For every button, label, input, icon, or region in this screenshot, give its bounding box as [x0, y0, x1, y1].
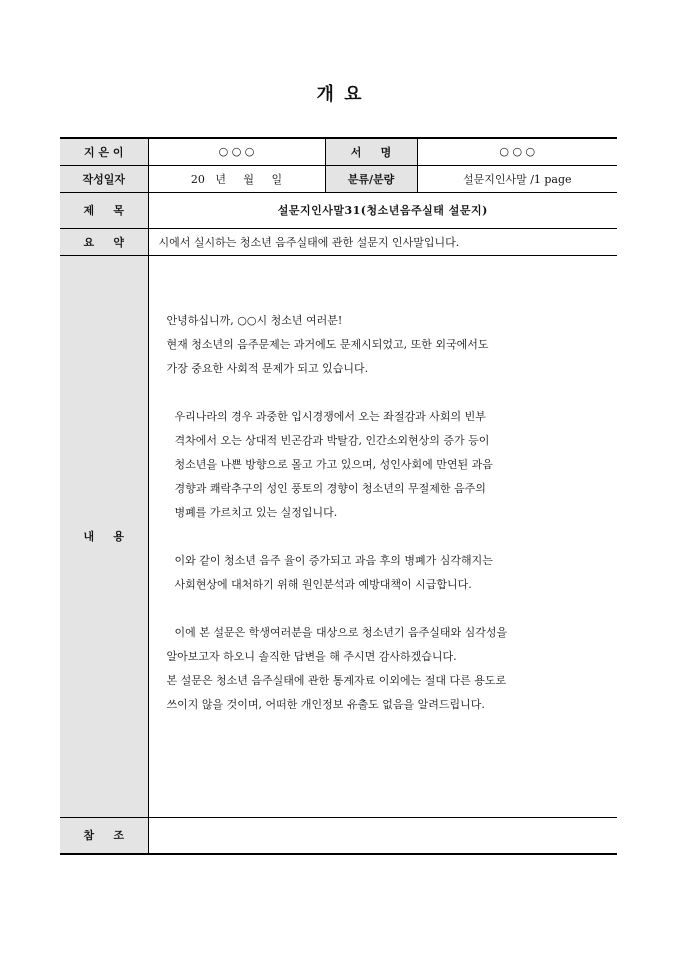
content-paragraph-4: [167, 621, 608, 717]
content-label: 내 용: [60, 255, 148, 817]
reference-row: [60, 817, 617, 854]
author-value: ○ ○ ○: [148, 138, 325, 165]
category-label: 분류/분량: [325, 165, 417, 192]
content-line: 이와 같이 청소년 음주 율이 증가되고 과음 후의 병폐가 심각해지는: [174, 553, 493, 567]
page-title: 개 요: [316, 84, 364, 105]
title-label: 제 목: [60, 192, 148, 228]
date-label: 작성일자: [60, 165, 148, 192]
content-paragraph-3: [167, 549, 608, 597]
title-row: [60, 192, 617, 228]
author-row: [60, 138, 617, 165]
date-row: [60, 165, 617, 192]
summary-label: 요 약: [60, 228, 148, 255]
content-line: 우리나라의 경우 과중한 입시경쟁에서 오는 좌절감과 사회의 빈부: [174, 409, 486, 423]
content-line: 안녕하십니까, ○○시 청소년 여러분!: [166, 313, 343, 327]
content-paragraph-2: [167, 405, 608, 525]
document-title: 설문지인사말31(청소년음주실태 설문지): [148, 192, 617, 228]
content-line: 가장 중요한 사회적 문제가 되고 있습니다.: [166, 361, 369, 375]
content-line: 병폐를 가르치고 있는 실정입니다.: [174, 505, 338, 519]
reference-label: 참 조: [60, 817, 148, 854]
content-line: 사회현상에 대처하기 위해 원인분석과 예방대책이 시급합니다.: [174, 577, 472, 591]
content-row: [60, 255, 617, 817]
content-body: [148, 255, 617, 817]
summary-row: [60, 228, 617, 255]
category-value: 설문지인사말 /1 page: [417, 165, 617, 192]
content-line: 알아보고자 하오니 솔직한 답변을 해 주시면 감사하겠습니다.: [166, 649, 457, 663]
reference-value: [148, 817, 617, 854]
content-line: 현재 청소년의 음주문제는 과거에도 문제시되었고, 또한 외국에서도: [166, 337, 489, 351]
content-line: 본 설문은 청소년 음주실태에 관한 통계자료 이외에는 절대 다른 용도로: [166, 673, 507, 687]
content-line: 이에 본 설문은 학생여러분을 대상으로 청소년기 음주실태와 심각성을: [174, 625, 508, 639]
content-paragraph-1: [167, 309, 608, 381]
content-line: 쓰이지 않을 것이며, 어떠한 개인정보 유출도 없음을 알려드립니다.: [166, 697, 485, 711]
content-line: 격차에서 오는 상대적 빈곤감과 박탈감, 인간소외현상의 증가 등이: [174, 433, 490, 447]
document-info-table: [60, 137, 617, 855]
content-line: 경향과 쾌락추구의 성인 풍토의 경향이 청소년의 무절제한 음주의: [174, 481, 486, 495]
date-value: 20 년 월 일: [148, 165, 325, 192]
signature-label: 서 명: [325, 138, 417, 165]
summary-value: 시에서 실시하는 청소년 음주실태에 관한 설문지 인사말입니다.: [148, 228, 617, 255]
author-label: 지 은 이: [60, 138, 148, 165]
content-line: 청소년을 나쁜 방향으로 몰고 가고 있으며, 성인사회에 만연된 과음: [174, 457, 493, 471]
signature-value: ○ ○ ○: [417, 138, 617, 165]
